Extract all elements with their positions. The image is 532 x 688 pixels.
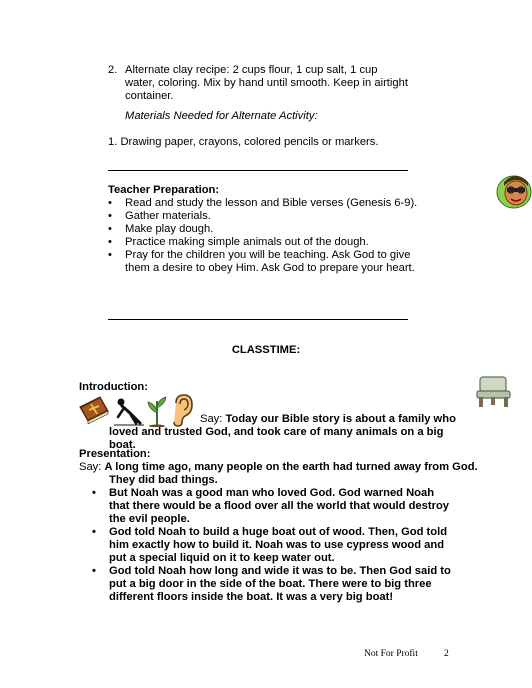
intro-say-text: Today our Bible story is about a family who loved and trusted God, and took care of many animals on a big boat. [109, 413, 456, 451]
classtime-heading: CLASSTIME: [231, 344, 301, 356]
alt-materials-item: 1. Drawing paper, crayons, colored pencils or markers. [108, 136, 379, 148]
divider-rule [108, 319, 408, 320]
page-number: 2 [444, 649, 449, 659]
teacher-prep-heading: Teacher Preparation: [108, 184, 220, 196]
presentation-heading: Presentation: [79, 448, 151, 460]
list-item: • God told Noah how long and wide it was to be. Then God said to put a big door in the side of the boat. There were to big three different floors inside the boat. It was a very big boat! [92, 565, 457, 604]
list-item: • Practice making simple animals out of the dough. [108, 236, 438, 249]
list-item: • Read and study the lesson and Bible verses (Genesis 6-9). [108, 197, 438, 210]
list-item: • But Noah was a good man who loved God. God warned Noah that there would be a flood over all the world that would destroy the evil people. [92, 487, 457, 526]
introduction-heading: Introduction: [79, 381, 148, 393]
alt-materials-heading: Materials Needed for Alternate Activity: [125, 110, 318, 122]
list-item: • Gather materials. [108, 210, 438, 223]
list-item: • God told Noah to build a huge boat out of wood. Then, God told him exactly how to build it. Noah was to use cypress wood and put a special liquid on it to keep water out. [92, 526, 457, 565]
materials-item-text: Alternate clay recipe: 2 cups flour, 1 cup salt, 1 cup water, coloring. Mix by hand until smooth. Keep in airtight container. [125, 64, 408, 102]
chair-icon [474, 374, 514, 408]
teacher-face-icon [492, 172, 532, 210]
intro-say-paragraph [109, 413, 459, 452]
presentation-say-paragraph [79, 461, 484, 487]
list-item: • Make play dough. [108, 223, 438, 236]
presentation-say-text: A long time ago, many people on the earth had turned away from God. They did bad things. [104, 461, 478, 486]
bible-icon [78, 393, 110, 427]
divider-rule [108, 170, 408, 171]
say-label: Say: [200, 413, 223, 425]
say-label: Say: [79, 461, 102, 473]
presentation-list [92, 487, 457, 604]
list-item: • Pray for the children you will be teaching. Ask God to give them a desire to obey Him. Ask God to prepare your heart. [108, 249, 438, 275]
teacher-prep-list [108, 197, 438, 275]
materials-item-number: 2. [108, 64, 118, 76]
footer-text: Not For Profit [364, 649, 418, 659]
